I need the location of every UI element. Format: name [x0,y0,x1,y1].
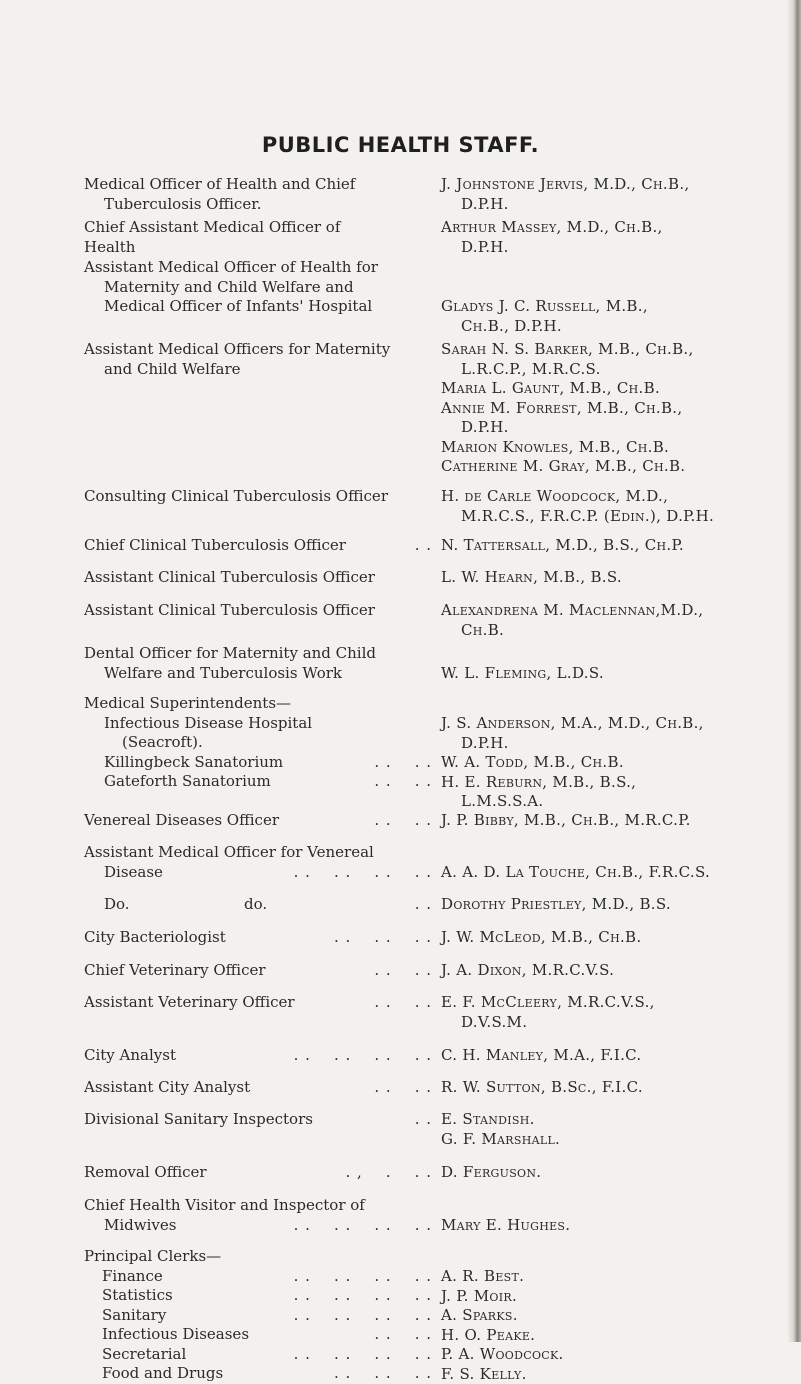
position-title: Medical Superintendents— Infectious Disease Hospital (Seacroft). Killingbeck Sanatorium . . . . Gateforth Sanatorium . . . . [84,694,432,790]
staff-name: L. W. Hearn, M.B., B.S. [441,568,622,586]
staff-name: J. S. Anderson, M.A., M.D., Ch.B., D.P.H. W. A. Todd, M.B., Ch.B. H. E. Reburn, M.B., B.S., L.M.S.S.A. [441,714,704,810]
position-title: Chief Clinical Tuberculosis Officer . . [84,536,432,554]
position-title: Principal Clerks— Finance . . . . . . . . Statistics . . . . . . . . Sanitary . . . . . . . . Infectious Diseases . . . . Secretarial . . . . . . . . Food and Drugs . . . . . . [84,1247,432,1382]
staff-name: C. H. Manley, M.A., F.I.C. [441,1046,642,1064]
staff-name: J. Johnstone Jervis, M.D., Ch.B., D.P.H. [441,175,690,213]
staff-name: E. F. McCleery, M.R.C.V.S., D.V.S.M. [441,993,655,1031]
position-title: Assistant Medical Officers for Maternity and Child Welfare [84,340,391,378]
staff-name: E. Standish. G. F. Marshall. [441,1110,561,1148]
position-title: Assistant Veterinary Officer . . . . [84,993,432,1011]
staff-name: J. W. McLeod, M.B., Ch.B. [441,928,642,946]
position-title: City Bacteriologist . . . . . . [84,928,432,946]
position-title: Venereal Diseases Officer . . . . [84,811,432,829]
position-title: Assistant Clinical Tuberculosis Officer [84,568,375,586]
position-title: Chief Veterinary Officer . . . . [84,961,432,979]
page-title: PUBLIC HEALTH STAFF. [261,133,540,157]
position-title: Assistant Medical Officer of Health for Maternity and Child Welfare and Medical Officer of Infants' Hospital [84,258,378,315]
staff-name: Dorothy Priestley, M.D., B.S. [441,895,671,913]
staff-name: H. de Carle Woodcock, M.D., M.R.C.S., F.R.C.P. (Edin.), D.P.H. [441,487,715,525]
staff-name: A. A. D. La Touche, Ch.B., F.R.C.S. [441,863,711,881]
staff-name: Arthur Massey, M.D., Ch.B., D.P.H. [441,218,663,256]
position-title: City Analyst . . . . . . . . [84,1046,432,1064]
staff-name: D. Ferguson. [441,1163,542,1181]
staff-name: N. Tattersall, M.D., B.S., Ch.P. [441,536,684,554]
staff-name: Alexandrena M. Maclennan,M.D., Ch.B. [441,601,704,639]
position-title: Chief Health Visitor and Inspector of Midwives . . . . . . . . [84,1196,432,1234]
staff-name: Mary E. Hughes. [441,1216,571,1234]
position-title: Consulting Clinical Tuberculosis Officer [84,487,388,505]
staff-name: Gladys J. C. Russell, M.B., Ch.B., D.P.H. [441,297,648,335]
position-title: Assistant City Analyst . . . . [84,1078,432,1096]
position-title: Medical Officer of Health and Chief Tuberculosis Officer. [84,175,356,213]
position-title: Dental Officer for Maternity and Child Welfare and Tuberculosis Work [84,644,377,682]
staff-name: A. R. Best. J. P. Moir. A. Sparks. H. O. Peake. P. A. Woodcock. F. S. Kelly. [441,1267,564,1383]
staff-name: J. P. Bibby, M.B., Ch.B., M.R.C.P. [441,811,691,829]
staff-name: Sarah N. S. Barker, M.B., Ch.B., L.R.C.P., M.R.C.S. Maria L. Gaunt, M.B., Ch.B. Annie M. Forrest, M.B., Ch.B., D.P.H. Marion Knowles, M.B., Ch.B. Catherine M. Gray, M.B., Ch.B. [441,340,694,475]
position-title: Chief Assistant Medical Officer of Health [84,218,341,256]
position-title: Do. do. . . [104,895,432,913]
position-title: Divisional Sanitary Inspectors . . [84,1110,432,1128]
staff-name: J. A. Dixon, M.R.C.V.S. [441,961,615,979]
position-title: Assistant Medical Officer for Venereal Disease . . . . . . . . [84,843,432,881]
position-title: Removal Officer . , . . . [84,1163,432,1181]
position-title: Assistant Clinical Tuberculosis Officer [84,601,375,619]
staff-name: W. L. Fleming, L.D.S. [441,664,604,682]
staff-name: R. W. Sutton, B.Sc., F.I.C. [441,1078,643,1096]
